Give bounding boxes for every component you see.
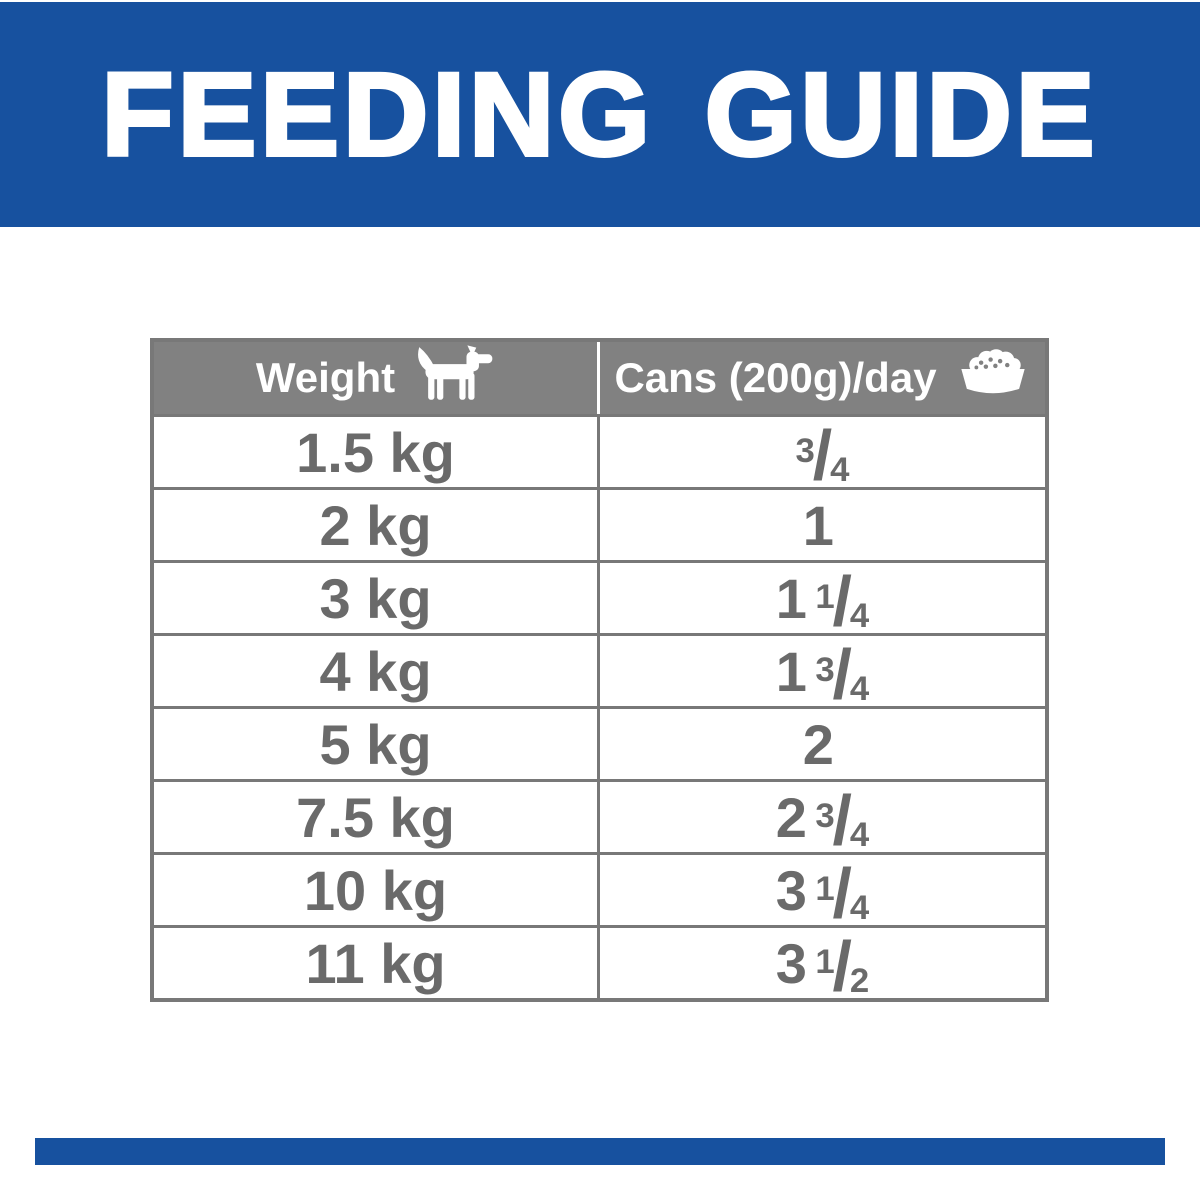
dog-icon	[413, 344, 495, 412]
weight-cell: 2 kg	[154, 490, 600, 560]
cans-cell: 1	[802, 493, 834, 557]
table-row	[154, 779, 1045, 859]
weight-cell: 10 kg	[154, 855, 600, 925]
weight-cell: 4 kg	[154, 636, 600, 706]
weight-cell: 5 kg	[154, 709, 600, 779]
table-row	[154, 560, 1045, 640]
weight-cell: 3 kg	[154, 563, 600, 633]
table-row	[154, 852, 1045, 932]
table-header-cans	[600, 342, 1045, 414]
table-row	[154, 414, 1045, 494]
table-header-weight	[154, 342, 600, 414]
weight-cell: 7.5 kg	[154, 782, 600, 852]
cans-cell: 2	[802, 712, 834, 776]
cans-cell: 1 3/4	[775, 634, 870, 713]
bottom-accent-bar	[35, 1138, 1165, 1165]
food-bowl-icon	[955, 346, 1031, 410]
cans-cell: 1 1/4	[775, 561, 870, 640]
feeding-guide-table	[150, 338, 1049, 1005]
cans-cell: 3/4	[795, 415, 850, 494]
cans-cell: 2 3/4	[775, 780, 870, 859]
weight-cell: 11 kg	[154, 928, 600, 998]
cans-cell: 3 1/2	[775, 926, 870, 1005]
table-row	[154, 706, 1045, 779]
cans-column-label: Cans (200g)/day	[614, 354, 937, 401]
weight-column-label: Weight	[255, 354, 396, 401]
table-row	[154, 487, 1045, 560]
table-row	[154, 925, 1045, 1005]
table-row	[154, 633, 1045, 713]
weight-cell: 1.5 kg	[154, 417, 600, 487]
feeding-guide-banner	[0, 2, 1200, 227]
page-title: FEEDING GUIDE	[101, 48, 1099, 181]
table-body	[154, 414, 1045, 1005]
table-header-row	[154, 342, 1045, 414]
cans-cell: 3 1/4	[775, 853, 870, 932]
